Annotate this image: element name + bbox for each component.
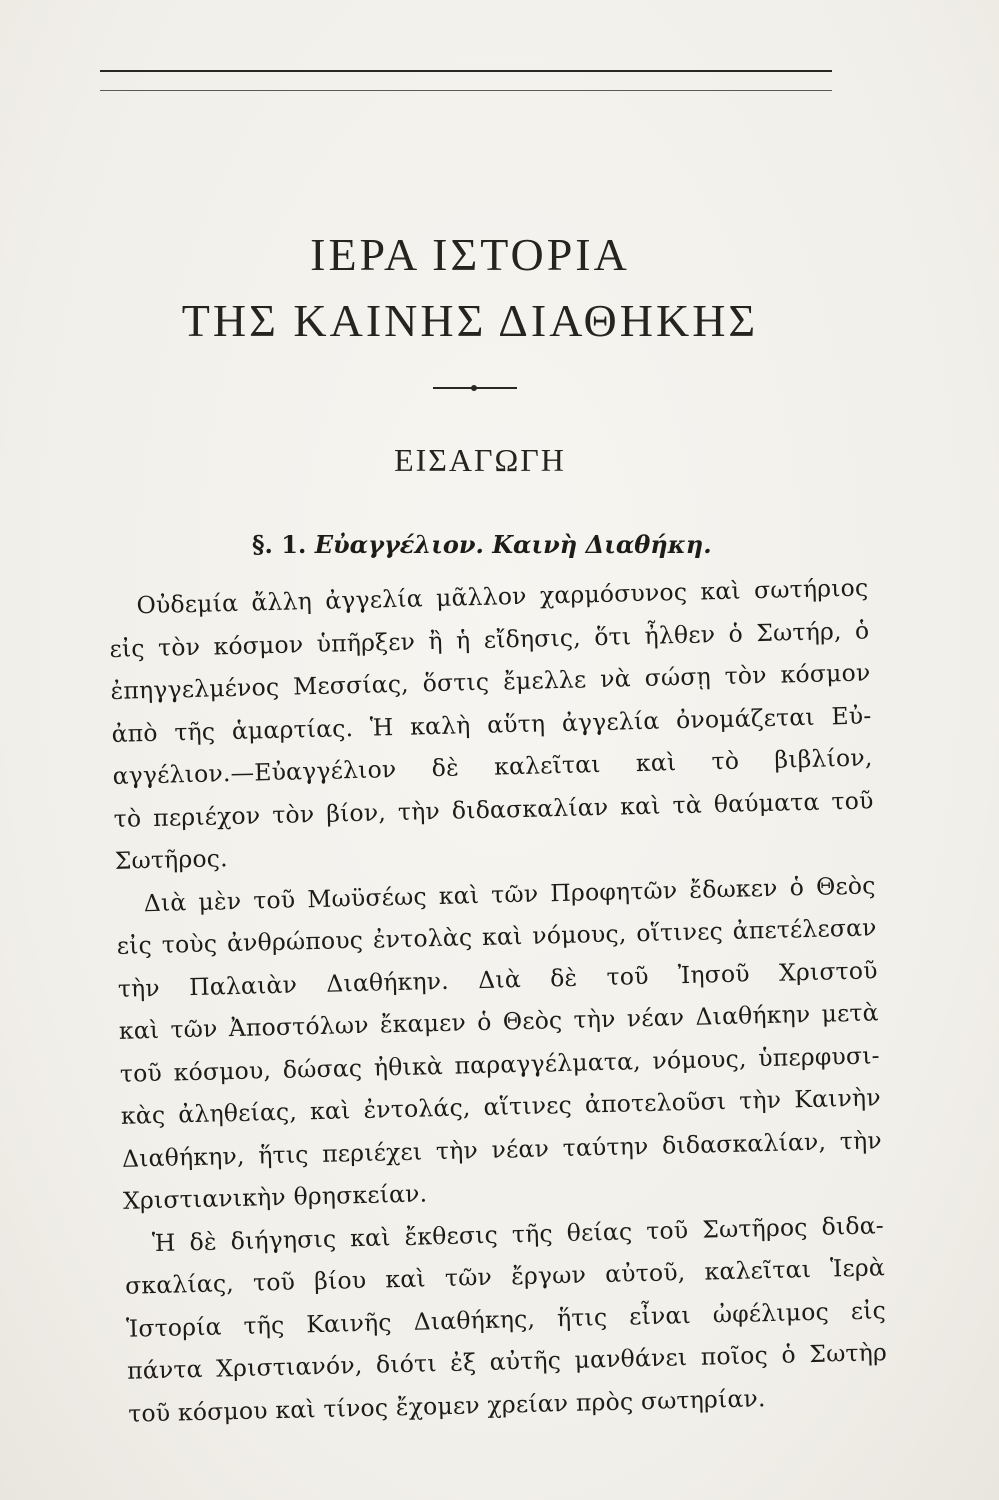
text-line: τοῦ κόσμου, δώσας ἠθικὰ παραγγέλματα, νόμους, ὑπερφυσι- (119, 1040, 881, 1088)
text-line: τὴν Παλαιὰν Διαθήκην. Διὰ δὲ τοῦ Ἰησοῦ Χριστοῦ (117, 955, 878, 1003)
top-rule-thin (100, 90, 832, 91)
body-text (108, 566, 889, 1434)
paragraph-number: §. 1. (252, 530, 307, 559)
text-line: Χριστιανικὴν θρησκείαν. (122, 1179, 428, 1215)
text-line: εἰς τὸν κόσμον ὑπῆρξεν ἢ ἡ εἴδησις, ὅτι ἦλθεν ὁ Σωτήρ, ὁ (109, 615, 870, 663)
text-line: ἐπηγγελμένος Μεσσίας, ὅστις ἔμελλε νὰ σώσῃ τὸν κόσμον (110, 658, 871, 705)
ornamental-divider (433, 387, 517, 389)
text-line: Οὐδεμία ἄλλη ἀγγελία μᾶλλον χαρμόσυνος καὶ σωτήριος (136, 573, 869, 620)
text-line: ἀπὸ τῆς ἁμαρτίας. Ἡ καλὴ αὕτη ἀγγελία ὀνομάζεται Εὐ- (111, 700, 872, 748)
text-line: αγγέλιον.—Εὐαγγέλιον δὲ καλεῖται καὶ τὸ βιβλίον, (112, 743, 873, 790)
text-line: πάντα Χριστιανόν, διότι ἐξ αὐτῆς μανθάνει ποῖος ὁ Σωτὴρ (126, 1338, 888, 1385)
book-title-line-2: ΤΗΣ ΚΑΙΝΗΣ ΔΙΑΘΗΚΗΣ (181, 295, 759, 346)
paragraph-heading (252, 530, 712, 559)
text-line: τοῦ κόσμου καὶ τίνος ἔχομεν χρείαν πρὸς σωτηρίαν. (127, 1383, 766, 1428)
paragraph-heading-text: Εὐαγγέλιον. Καινὴ Διαθήκη. (314, 530, 712, 559)
section-heading: ΕΙΣΑΓΩΓΗ (394, 442, 566, 478)
text-line: Διαθήκην, ἥτις περιέχει τὴν νέαν ταύτην διδασκαλίαν, τὴν (121, 1125, 883, 1173)
text-line: εἰς τοὺς ἀνθρώπους ἐντολὰς καὶ νόμους, οἵτινες ἀπετέλεσαν (116, 913, 877, 960)
text-line: Ἱστορία τῆς Καινῆς Διαθήκης, ἥτις εἶναι ὠφέλιμος εἰς (125, 1295, 887, 1343)
text-line: τὸ περιέχον τὸν βίον, τὴν διδασκαλίαν καὶ τὰ θαύματα τοῦ (113, 785, 874, 833)
top-rule-thick (100, 70, 832, 72)
text-line: κὰς ἀληθείας, καὶ ἐντολάς, αἵτινες ἀποτελοῦσι τὴν Καινὴν (120, 1083, 882, 1130)
text-line: Σωτῆρος. (114, 844, 229, 875)
text-line: Διὰ μὲν τοῦ Μωϋσέως καὶ τῶν Προφητῶν ἔδωκεν ὁ Θεὸς (143, 870, 876, 917)
text-line: σκαλίας, τοῦ βίου καὶ τῶν ἔργων αὐτοῦ, καλεῖται Ἱερὰ (124, 1253, 886, 1300)
book-title-line-1: ΙΕΡΑ ΙΣΤΟΡΙΑ (310, 229, 630, 280)
text-line: Ἡ δὲ διήγησις καὶ ἔκθεσις τῆς θείας τοῦ Σωτῆρος διδα- (151, 1210, 885, 1257)
text-line: καὶ τῶν Ἀποστόλων ἔκαμεν ὁ Θεὸς τὴν νέαν Διαθήκην μετὰ (118, 998, 880, 1045)
